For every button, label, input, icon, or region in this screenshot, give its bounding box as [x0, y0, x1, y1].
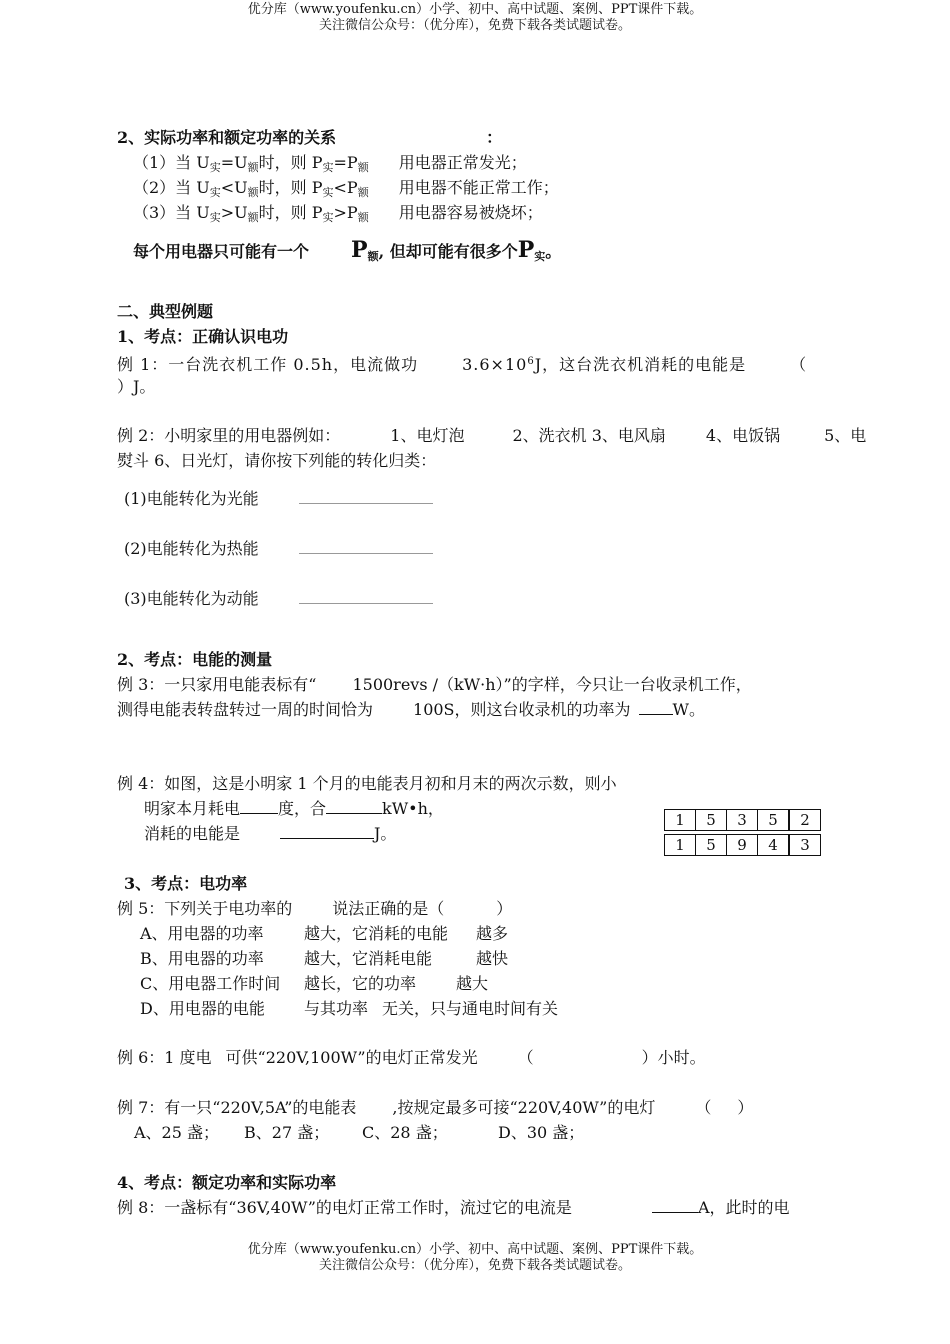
- footer-line-2: 关注微信公众号：（优分库），免费下载各类试题试卷。: [318, 1258, 631, 1273]
- part-2-title: 二、典型例题: [117, 302, 214, 321]
- ex7-option-d[interactable]: D、30 盏；: [498, 1123, 585, 1142]
- page-header: [0, 2, 950, 34]
- ex4-line-2: 明家本月耗电 度，合 kW•h，: [144, 799, 444, 818]
- meter-reading-end: [664, 834, 821, 856]
- ex5-option-a[interactable]: A、用电器的功率 越大，它消耗的电能 越多: [140, 924, 509, 943]
- relation-case-3: （3）当 $U_实>U_额$时，则 $P_实>P_额$ 用电器容易被烧坏；: [133, 203, 543, 224]
- ex3-answer-blank[interactable]: [639, 700, 673, 715]
- ex7-option-a[interactable]: A、25 盏；: [134, 1123, 220, 1142]
- meter-decimal-digit: 2: [789, 810, 821, 831]
- relation-case-1: （1）当 $U_实=U_额$时，则 $P_实=P_额$ 用电器正常发光；: [133, 153, 527, 174]
- ex2-line-1: 例 2：小明家里的用电器例如： 1、电灯泡 2、洗衣机 3、电风扇 4、电饭锅 5、电: [117, 426, 867, 445]
- ex7-option-c[interactable]: C、28 盏；: [362, 1123, 448, 1142]
- header-line-1: 优分库（www.youfenku.cn）小学、初中、高中试题、案例、PPT课件下载。: [247, 2, 703, 17]
- ex6: 例 6：1 度电 可供“220V,100W”的电灯正常发光 （ ）小时。: [117, 1048, 706, 1067]
- kp4-title: 4、考点：额定功率和实际功率: [117, 1173, 337, 1192]
- meter-digit: 3: [727, 810, 758, 831]
- relation-case-2: （2）当 $U_实<U_额$时，则 $P_实<P_额$ 用电器不能正常工作；: [133, 178, 559, 199]
- relation-title: 2、实际功率和额定功率的关系 ：: [117, 128, 503, 147]
- ex2-line-2: 熨斗 6、日光灯，请你按下列能的转化归类：: [117, 451, 437, 470]
- ex5-option-d[interactable]: D、用电器的电能 与其功率 无关，只与通电时间有关: [140, 999, 559, 1018]
- ex2-q1-answer-blank[interactable]: [299, 489, 433, 504]
- page-footer: [0, 1242, 950, 1274]
- meter-digit: 9: [727, 835, 758, 856]
- ex5-option-c[interactable]: C、用电器工作时间 越长，它的功率 越大: [140, 974, 489, 993]
- ex7-stem: 例 7：有一只“220V,5A”的电能表 ,按规定最多可接“220V,40W”的电灯 （ ）: [117, 1098, 754, 1117]
- kp3-title: 3、考点：电功率: [124, 874, 248, 893]
- relation-summary: 每个用电器只可能有一个 $P_额$, 但却可能有很多个$P_实$。: [133, 237, 562, 263]
- ex5-option-b[interactable]: B、用电器的功率 越大，它消耗电能 越快: [140, 949, 509, 968]
- ex2-q2-answer-blank[interactable]: [299, 539, 433, 554]
- meter-digit: 5: [758, 810, 790, 831]
- kp2-title: 2、考点：电能的测量: [117, 650, 273, 669]
- meter-digit: 1: [665, 835, 696, 856]
- ex2-q1: (1)电能转化为光能: [124, 489, 433, 509]
- ex3-line-1: 例 3：一只家用电能表标有“ 1500revs /（kW·h）”的字样，今只让一台收录机工作，: [117, 675, 752, 694]
- ex5-stem: 例 5：下列关于电功率的 说法正确的是（ ）: [117, 899, 513, 918]
- ex8-line-1: 例 8：一盏标有“36V,40W”的电灯正常工作时，流过它的电流是 A，此时的电: [117, 1198, 790, 1217]
- ex2-q3: (3)电能转化为动能: [124, 589, 433, 609]
- ex7-option-b[interactable]: B、27 盏；: [244, 1123, 330, 1142]
- ex4-line-3: 消耗的电能是 J。: [144, 824, 397, 843]
- ex2-q2: (2)电能转化为热能: [124, 539, 433, 559]
- ex2-q3-answer-blank[interactable]: [299, 589, 433, 604]
- ex4-joule-blank[interactable]: [280, 824, 374, 839]
- meter-digit: 5: [696, 835, 727, 856]
- ex3-line-2: 测得电能表转盘转过一周的时间恰为 100S，则这台收录机的功率为 W。: [117, 700, 705, 719]
- meter-decimal-digit: 3: [789, 835, 821, 856]
- meter-digit: 1: [665, 810, 696, 831]
- meter-reading-start: [664, 809, 821, 831]
- meter-digit: 4: [758, 835, 790, 856]
- footer-line-1: 优分库（www.youfenku.cn）小学、初中、高中试题、案例、PPT课件下载。: [247, 1242, 703, 1257]
- ex1-line-1: 例 1：一台洗衣机工作 0.5h，电流做功 $3.6\times 10^6J$，这台洗衣机消耗的电能是 （: [117, 355, 808, 374]
- ex4-degree-blank[interactable]: [240, 799, 278, 814]
- kp1-title: 1、考点：正确认识电功: [117, 327, 289, 346]
- meter-digit: 5: [696, 810, 727, 831]
- ex1-line-2: ）J。: [117, 377, 156, 396]
- ex7-options: [134, 1123, 584, 1143]
- ex8-current-blank[interactable]: [652, 1198, 698, 1213]
- header-line-2: 关注微信公众号：（优分库），免费下载各类试题试卷。: [318, 18, 631, 33]
- ex4-line-1: 例 4：如图，这是小明家 1 个月的电能表月初和月末的两次示数，则小: [117, 774, 617, 793]
- ex4-kwh-blank[interactable]: [326, 799, 382, 814]
